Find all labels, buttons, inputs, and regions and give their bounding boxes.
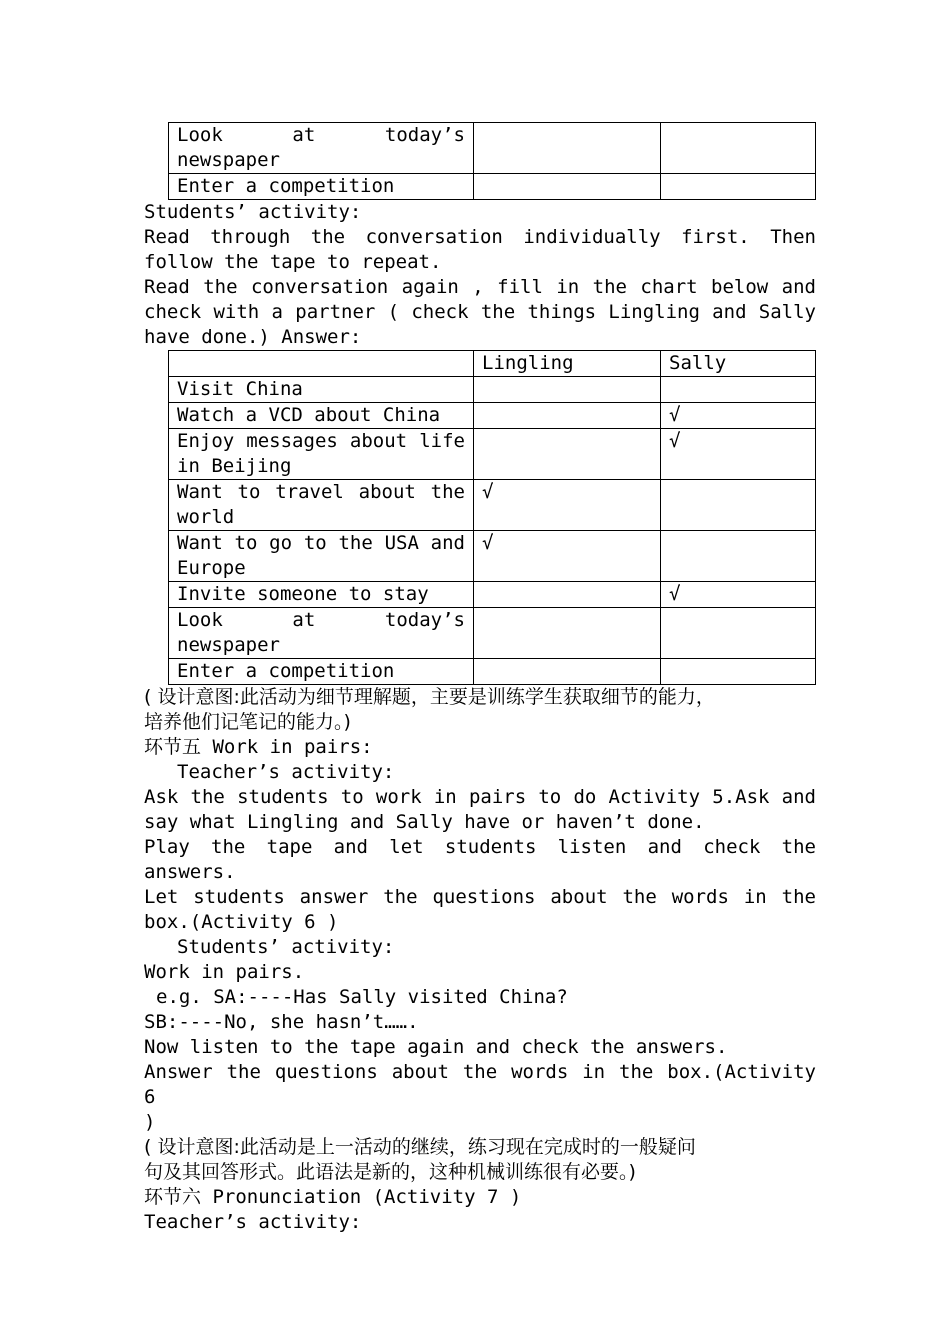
paragraph-line: answers.: [144, 861, 236, 883]
table-cell: [661, 531, 816, 582]
table-row: [169, 582, 816, 608]
table-cell: [169, 531, 474, 582]
table-row: [169, 608, 816, 659]
paragraph-line: ): [144, 1111, 156, 1133]
cell-text: Want to travel about the: [177, 481, 465, 503]
cell-text: Look at today’s: [177, 124, 465, 146]
check-mark: √: [661, 429, 816, 480]
cell-text: Europe: [177, 557, 246, 579]
table-cell: [661, 480, 816, 531]
table-cell: [474, 377, 661, 403]
paragraph-line: Play the tape and let students listen and check the: [144, 836, 816, 858]
table-cell: [474, 659, 661, 685]
table-cell: [169, 659, 474, 685]
table-cell: [169, 480, 474, 531]
table-cell: [474, 582, 661, 608]
table-cell: [474, 123, 661, 174]
paragraph-line: Work in pairs.: [144, 961, 305, 983]
paragraph-line: follow the tape to repeat.: [144, 251, 442, 273]
top-table: [168, 122, 816, 200]
table-row: [169, 377, 816, 403]
paragraph-line: Ask the students to work in pairs to do Activity 5.Ask and: [144, 786, 816, 808]
table-cell: [474, 403, 661, 429]
table-cell: [661, 174, 816, 200]
check-mark: √: [474, 531, 661, 582]
header-cell-sally: Sally: [661, 351, 816, 377]
students-activity-heading: Students’ activity:: [144, 201, 362, 223]
cell-text: Invite someone to stay: [177, 583, 429, 605]
answer-chart: [168, 350, 816, 685]
table-cell: [169, 123, 474, 174]
table-cell: [169, 377, 474, 403]
cell-text: Enjoy messages about life: [177, 430, 465, 452]
check-mark: √: [661, 582, 816, 608]
table-cell: Enter a competition: [169, 174, 474, 200]
table-row: [169, 403, 816, 429]
table-cell: [169, 608, 474, 659]
design-note: ( 设计意图:此活动为细节理解题，主要是训练学生获取细节的能力，: [144, 686, 715, 708]
chart-header-row: [169, 351, 816, 377]
paragraph-line: box.(Activity 6 ): [144, 911, 339, 933]
table-row: [169, 429, 816, 480]
table-cell: [474, 174, 661, 200]
section-6-title: 环节六 Pronunciation (Activity 7 ): [144, 1186, 522, 1208]
table-cell: [474, 429, 661, 480]
check-mark: √: [661, 403, 816, 429]
students-activity-heading: Students’ activity:: [177, 936, 395, 958]
header-cell-lingling: Lingling: [474, 351, 661, 377]
cell-text: newspaper: [177, 634, 280, 656]
table-cell: [474, 608, 661, 659]
design-note: ( 设计意图:此活动是上一活动的继续，练习现在完成时的一般疑问: [144, 1136, 696, 1158]
design-note: 培养他们记笔记的能力。): [144, 711, 351, 733]
cell-text: Look at today’s: [177, 609, 465, 631]
table-row: [169, 480, 816, 531]
section-5-title: 环节五 Work in pairs:: [144, 736, 373, 758]
check-mark: √: [474, 480, 661, 531]
cell-text: in Beijing: [177, 455, 292, 477]
table-cell: [169, 403, 474, 429]
table-row: [169, 659, 816, 685]
dialogue-line: e.g. SA:----Has Sally visited China?: [156, 986, 568, 1008]
header-cell: [169, 351, 474, 377]
cell-text: Enter a competition: [177, 660, 395, 682]
table-row: [169, 123, 816, 174]
paragraph-line: Read the conversation again , fill in the chart below and: [144, 276, 816, 298]
document-page: [144, 122, 816, 1235]
cell-text: Visit China: [177, 378, 303, 400]
table-cell: [661, 123, 816, 174]
paragraph-line: check with a partner ( check the things Lingling and Sally: [144, 301, 816, 323]
table-cell: [661, 659, 816, 685]
dialogue-line: SB:----No, she hasn’t…….: [144, 1011, 419, 1033]
table-cell: [169, 429, 474, 480]
paragraph-line: have done.) Answer:: [144, 326, 362, 348]
design-note: 句及其回答形式。此语法是新的，这种机械训练很有必要。): [144, 1161, 636, 1183]
teacher-activity-heading: Teacher’s activity:: [144, 1211, 362, 1233]
cell-text: world: [177, 506, 235, 528]
table-cell: [661, 377, 816, 403]
paragraph-line: Read through the conversation individually first. Then: [144, 226, 816, 248]
paragraph-line: say what Lingling and Sally have or haven’t done.: [144, 811, 705, 833]
paragraph-line: Answer the questions about the words in the box.(Activity 6: [144, 1061, 816, 1108]
table-row: [169, 531, 816, 582]
cell-text: Watch a VCD about China: [177, 404, 441, 426]
table-cell: [661, 608, 816, 659]
teacher-activity-heading: Teacher’s activity:: [177, 761, 395, 783]
table-row: [169, 174, 816, 200]
cell-text: newspaper: [177, 149, 280, 171]
paragraph-line: Let students answer the questions about the words in the: [144, 886, 816, 908]
cell-text: Want to go to the USA and: [177, 532, 465, 554]
table-cell: [169, 582, 474, 608]
paragraph-line: Now listen to the tape again and check the answers.: [144, 1036, 728, 1058]
